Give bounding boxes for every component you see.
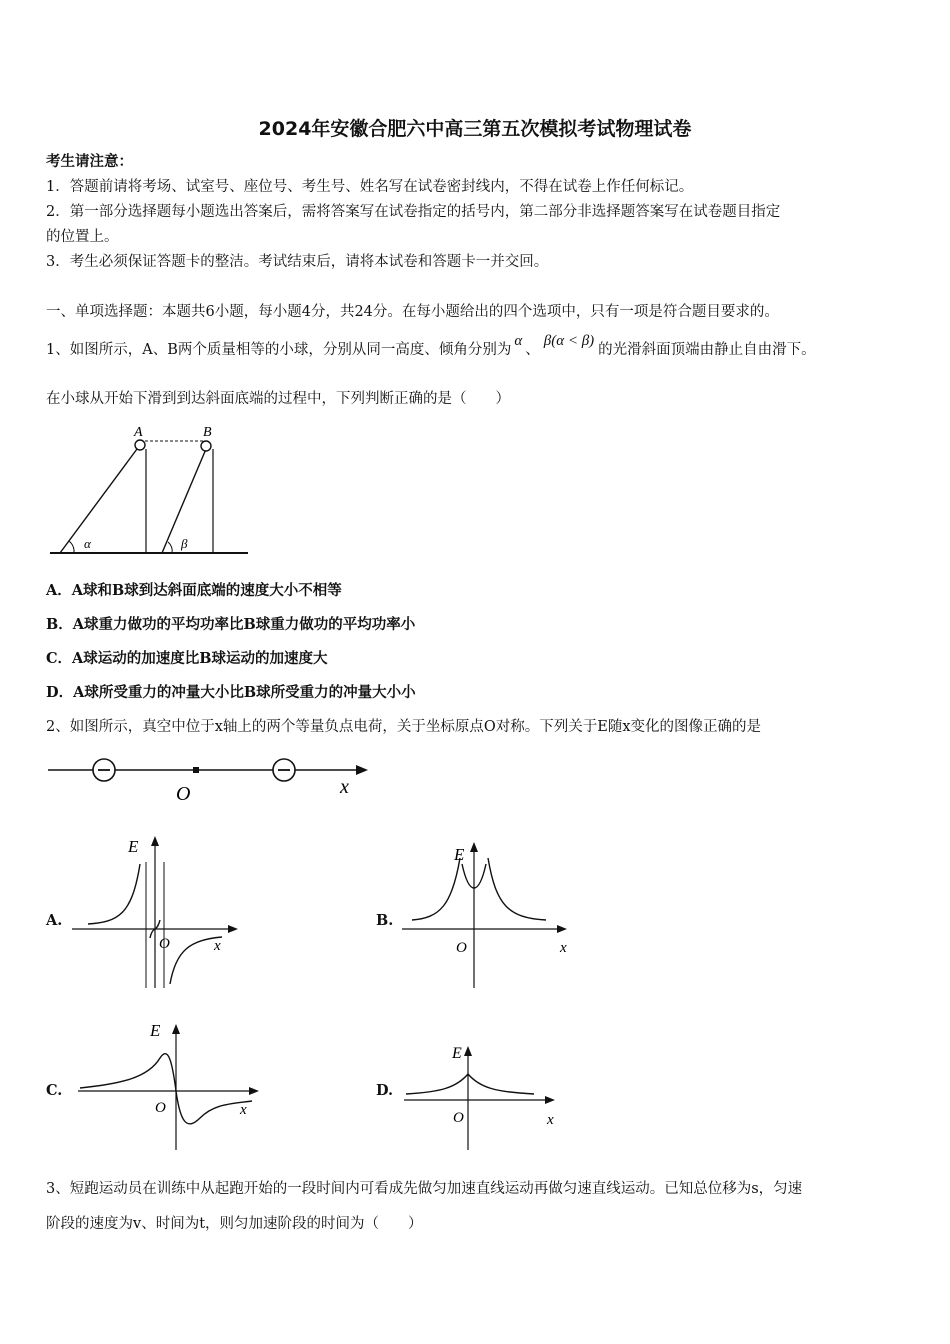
graph-d-x: x (547, 1112, 554, 1128)
graph-b-e: E (454, 845, 465, 864)
graph-c-o: O (155, 1100, 166, 1116)
q1-stem-c: 在小球从开始下滑到到达斜面底端的过程中，下列判断正确的是（ ） (46, 391, 510, 407)
graph-d-o: O (453, 1110, 464, 1126)
graph-a-e: E (128, 837, 139, 856)
page-title: 2024年安徽合肥六中高三第五次模拟考试物理试卷 (258, 118, 692, 140)
notice-item: 2．第一部分选择题每小题选出答案后，需将答案写在试卷指定的括号内，第二部分非选择题答案写在试卷题目指定 (46, 204, 781, 220)
q1-option-b: B．A球重力做功的平均功率比B球重力做功的平均功率小 (46, 616, 416, 633)
graph-c-x: x (240, 1102, 247, 1118)
graph-a-o: O (159, 936, 170, 952)
graph-d (404, 1045, 555, 1150)
q3-line1: 3、短跑运动员在训练中从起跑开始的一段时间内可看成先做匀加速直线运动再做匀速直线运动。已知总位移为s，匀速 (46, 1181, 803, 1197)
label-b: B (203, 425, 212, 440)
label-a: A (134, 425, 143, 440)
q2-option-d: D. (376, 1082, 394, 1099)
axis-x: x (340, 776, 349, 798)
graph-c-e: E (150, 1021, 161, 1040)
notice-heading: 考生请注意： (46, 153, 133, 170)
section-heading: 一、单项选择题：本题共6小题，每小题4分，共24分。在每小题给出的四个选项中，只有一项是符合题目要求的。 (46, 304, 779, 320)
q1-beta-expr: β(α < β) (543, 333, 595, 349)
q1-alpha: α (514, 333, 523, 349)
q1-option-a: A．A球和B球到达斜面底端的速度大小不相等 (46, 582, 342, 599)
notice-item: 3．考生必须保证答题卡的整洁。考试结束后，请将本试卷和答题卡一并交回。 (46, 254, 549, 270)
notice-item: 1．答题前请将考场、试室号、座位号、考生号、姓名写在试卷密封线内，不得在试卷上作任何标记。 (46, 179, 694, 195)
angle-beta: β (181, 536, 188, 551)
graph-b-x: x (560, 940, 567, 956)
q1-option-c: C．A球运动的加速度比B球运动的加速度大 (46, 650, 328, 667)
q2-option-b: B. (376, 912, 394, 929)
axis-origin: O (176, 783, 191, 805)
notice-item: 的位置上。 (46, 229, 119, 245)
graph-d-e: E (452, 1045, 462, 1062)
q2-option-a: A. (46, 912, 63, 929)
angle-alpha: α (84, 536, 91, 551)
graph-b (402, 842, 567, 988)
q2-stem: 2、如图所示，真空中位于x轴上的两个等量负点电荷，关于坐标原点O对称。下列关于E随x变化的图像正确的是 (46, 719, 762, 735)
q3-line2: 阶段的速度为v、时间为t，则匀加速阶段的时间为（ ） (46, 1216, 423, 1232)
graph-c (78, 1021, 259, 1150)
graph-b-o: O (456, 940, 467, 956)
graph-a-x: x (214, 938, 221, 954)
graph-a (72, 836, 238, 988)
q2-option-c: C. (46, 1082, 63, 1099)
q1-stem-a: 1、如图所示，A、B两个质量相等的小球，分别从同一高度、倾角分别为 (46, 342, 512, 358)
q1-stem-b: 的光滑斜面顶端由静止自由滑下。 (598, 342, 816, 358)
q1-option-d: D．A球所受重力的冲量大小比B球所受重力的冲量大小小 (46, 684, 416, 701)
q1-sep: 、 (525, 342, 540, 358)
